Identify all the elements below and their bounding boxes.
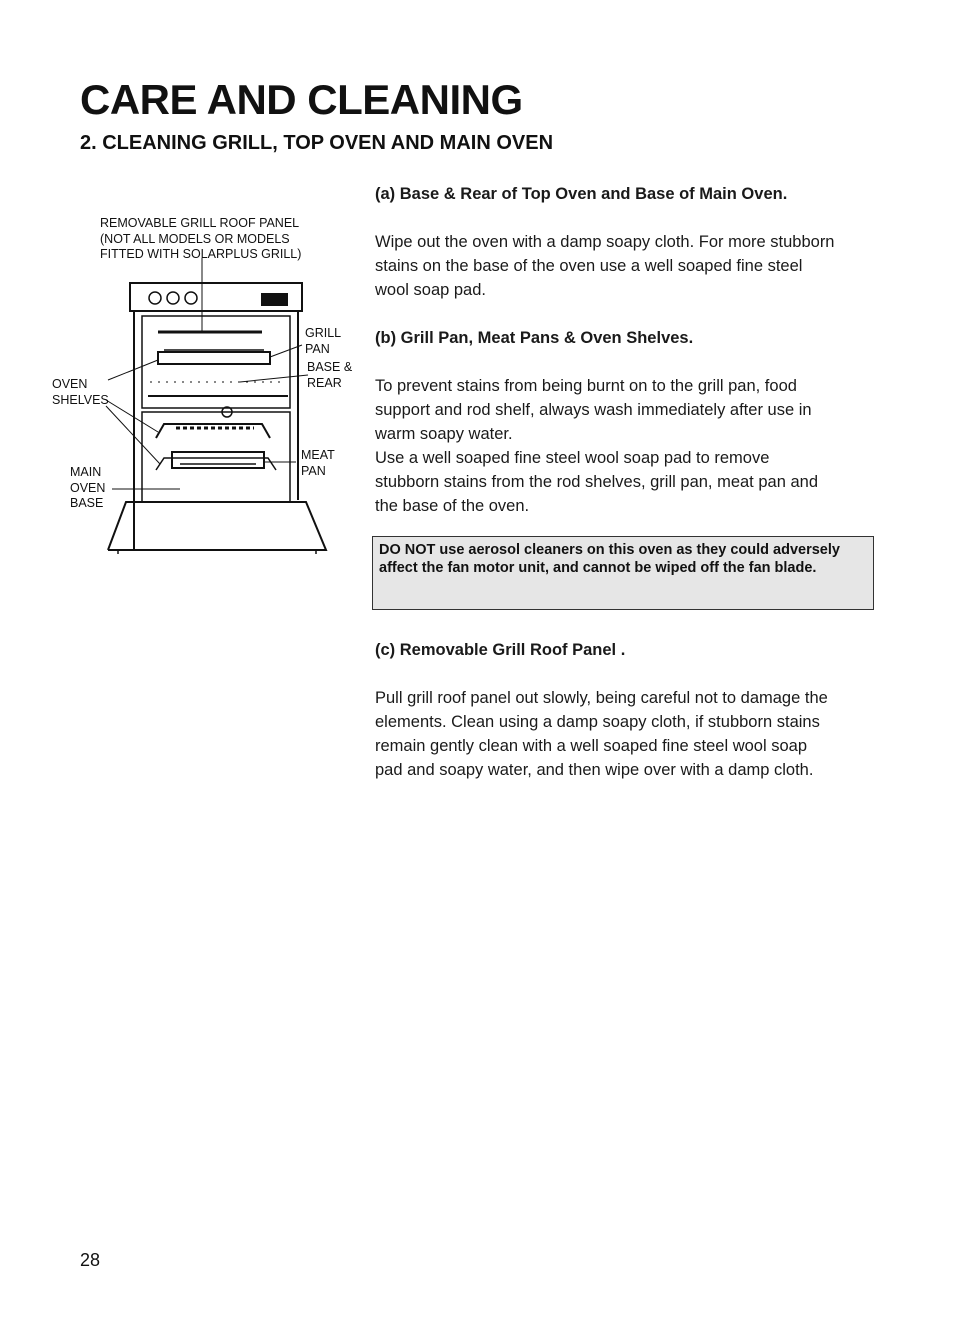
oven-diagram — [40, 200, 370, 570]
control-knob — [149, 292, 161, 304]
warning-box: DO NOT use aerosol cleaners on this oven as they could adversely affect the fan motor unit, and cannot be wiped off the fan blade. — [372, 536, 874, 610]
section-b-heading: (b) Grill Pan, Meat Pans & Oven Shelves. — [375, 329, 694, 347]
cleaning-instructions-c — [375, 638, 835, 782]
section-b-body-2: Use a well soaped fine steel wool soap pad to remove stubborn stains from the rod shelves, grill pan, meat pan and the base of the oven. — [375, 449, 818, 515]
oven-door — [108, 502, 326, 550]
meat-pan — [172, 452, 264, 468]
label-grill-pan: GRILL PAN — [305, 326, 342, 356]
page-number: 28 — [80, 1250, 101, 1270]
label-roof-panel: REMOVABLE GRILL ROOF PANEL (NOT ALL MODELS OR MODELS FITTED WITH SOLARPLUS GRILL) — [100, 216, 302, 261]
control-knob — [167, 292, 179, 304]
cleaning-instructions-ab — [375, 182, 835, 518]
label-meat-pan: MEAT PAN — [301, 448, 335, 478]
clock-display — [262, 294, 287, 305]
label-oven-shelves: OVEN SHELVES — [52, 377, 109, 407]
section-a-body: Wipe out the oven with a damp soapy cloth. For more stubborn stains on the base of the oven use a well soaped fine steel wool soap pad. — [375, 233, 835, 299]
section-b-body-1: To prevent stains from being burnt on to the grill pan, food support and rod shelf, always wash immediately after use in warm soapy water. — [375, 377, 812, 443]
section-subtitle: 2. CLEANING GRILL, TOP OVEN AND MAIN OVEN — [80, 132, 554, 154]
section-a-heading: (a) Base & Rear of Top Oven and Base of Main Oven. — [375, 185, 788, 203]
page-title: CARE AND CLEANING — [80, 76, 523, 123]
label-main-oven-base: MAIN OVEN BASE — [70, 465, 106, 510]
section-c-body: Pull grill roof panel out slowly, being careful not to damage the elements. Clean using a damp soapy cloth, if stubborn stains remain gently clean with a well soaped fine steel wool soap pad and soapy water, and then wipe over with a damp cloth. — [375, 689, 828, 779]
top-oven-cavity — [142, 316, 290, 408]
control-knob — [185, 292, 197, 304]
section-c-heading: (c) Removable Grill Roof Panel . — [375, 641, 626, 659]
label-base-rear: BASE & REAR — [307, 360, 353, 390]
grill-pan — [158, 352, 270, 364]
